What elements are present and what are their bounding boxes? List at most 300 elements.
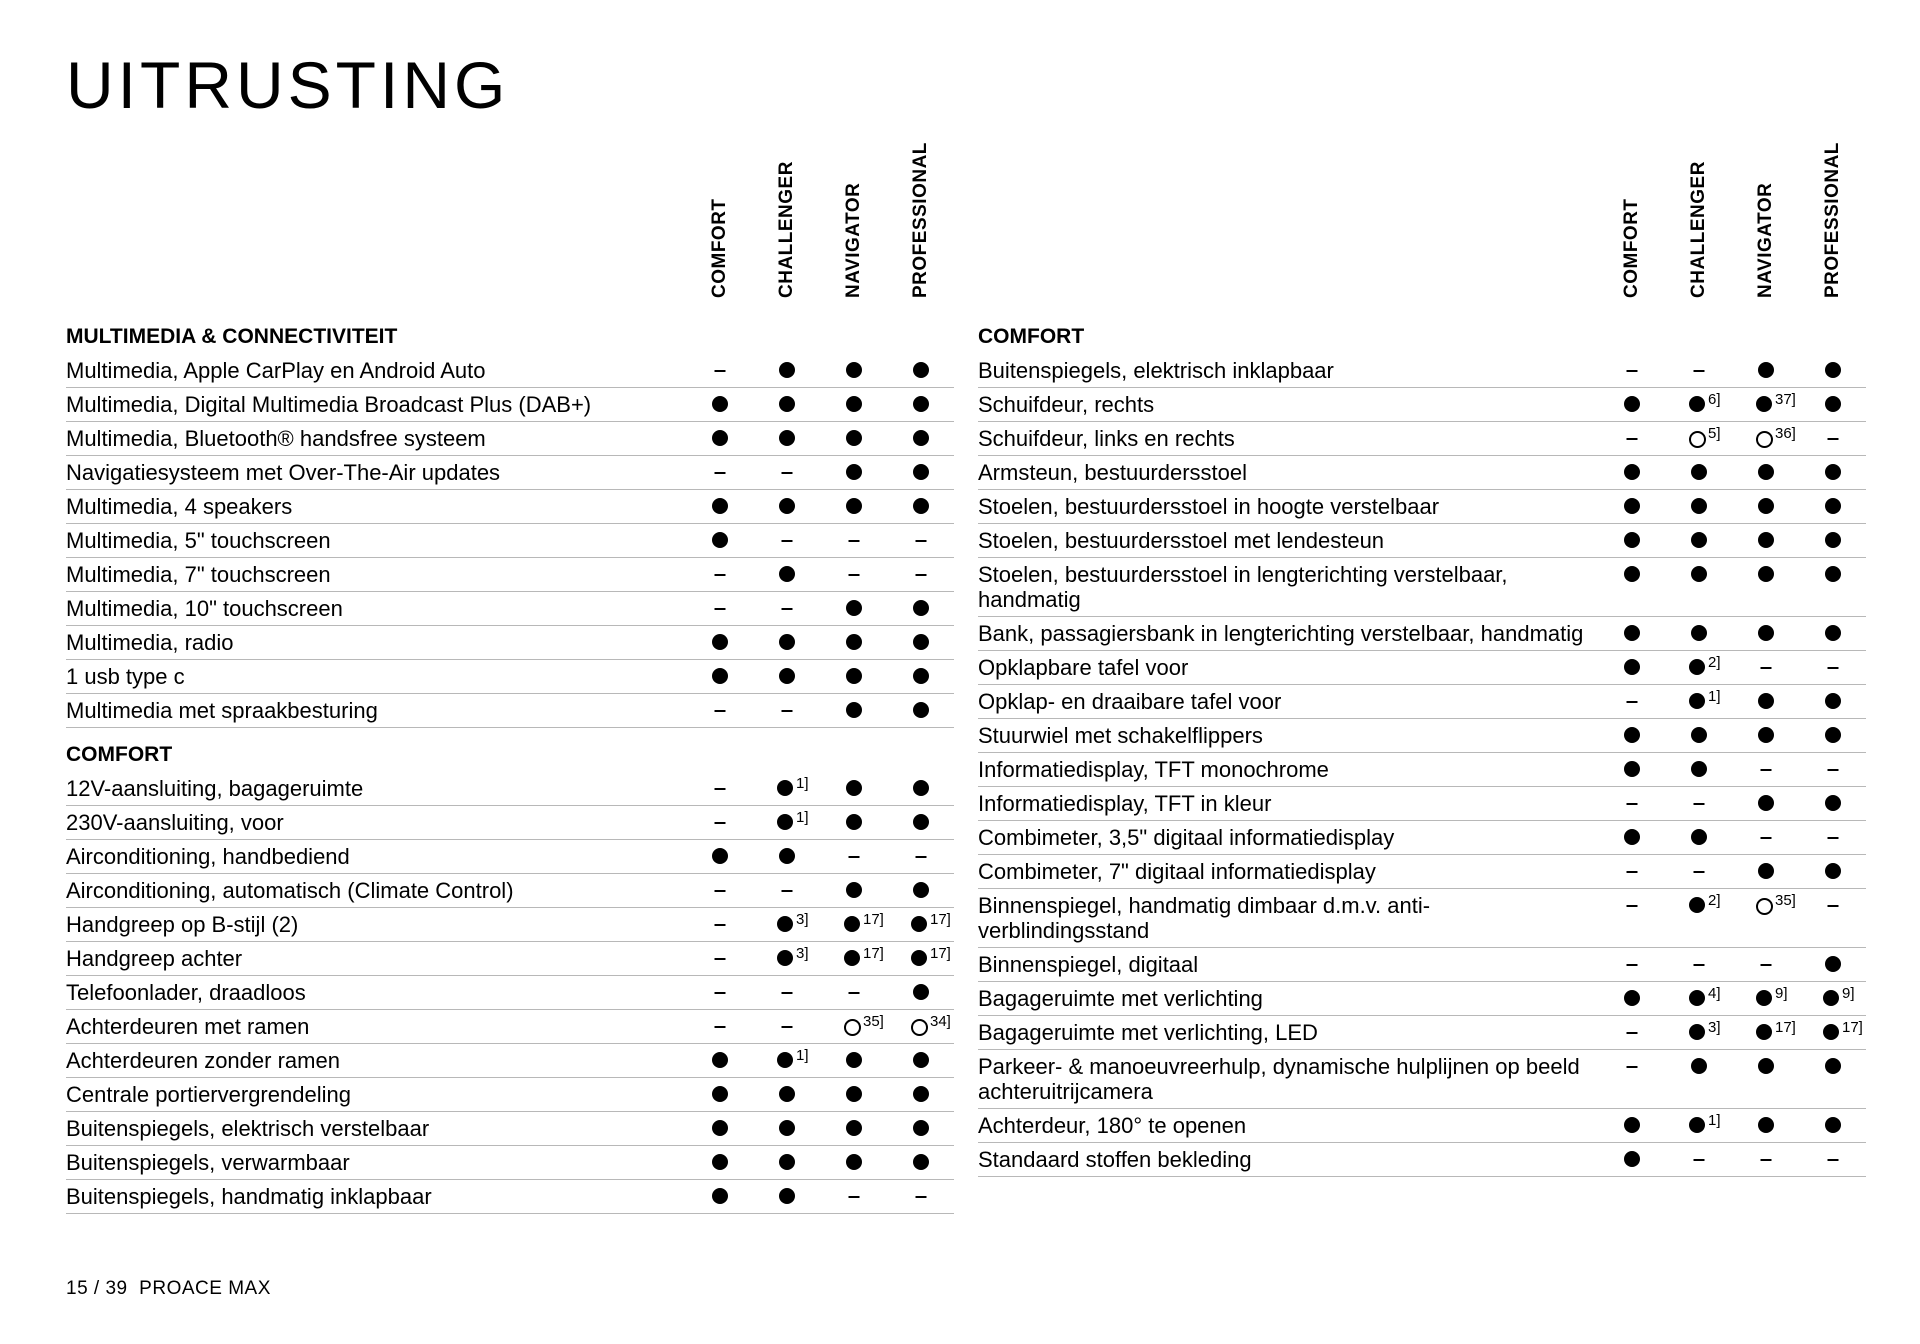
availability-cell bbox=[820, 806, 887, 839]
feature-label: Buitenspiegels, handmatig inklapbaar bbox=[66, 1184, 432, 1209]
availability-cell bbox=[820, 772, 887, 805]
availability-cell bbox=[1799, 821, 1866, 854]
availability-cell bbox=[1799, 855, 1866, 888]
feature-label: Stoelen, bestuurdersstoel met lendesteun bbox=[978, 528, 1385, 553]
availability-cell bbox=[1732, 456, 1799, 489]
feature-label: Opklapbare tafel voor bbox=[978, 655, 1189, 680]
table-row bbox=[66, 558, 954, 592]
standard-dot-icon bbox=[712, 532, 728, 548]
standard-dot-icon bbox=[1624, 829, 1640, 845]
availability-cell bbox=[1732, 821, 1799, 854]
table-row bbox=[66, 806, 954, 840]
table-row bbox=[978, 617, 1866, 651]
not-available-dash-icon bbox=[1760, 837, 1771, 839]
standard-dot-icon bbox=[913, 984, 929, 1000]
not-available-dash-icon bbox=[1693, 871, 1704, 873]
not-available-dash-icon bbox=[714, 472, 725, 474]
standard-dot-icon bbox=[777, 916, 793, 932]
standard-dot-icon bbox=[1689, 396, 1705, 412]
availability-cell bbox=[1665, 651, 1732, 684]
standard-dot-icon bbox=[1756, 396, 1772, 412]
feature-label: Schuifdeur, rechts bbox=[978, 392, 1155, 417]
availability-cell bbox=[1665, 617, 1732, 650]
availability-cell bbox=[1665, 490, 1732, 523]
standard-dot-icon bbox=[1756, 1024, 1772, 1040]
standard-dot-icon bbox=[779, 668, 795, 684]
table-body-right bbox=[978, 320, 1866, 1177]
availability-cell bbox=[1732, 558, 1799, 616]
not-available-dash-icon bbox=[1827, 438, 1838, 440]
availability-cell bbox=[1665, 388, 1732, 421]
availability-cell bbox=[887, 806, 954, 839]
standard-dot-icon bbox=[1758, 464, 1774, 480]
availability-cell bbox=[820, 1044, 887, 1077]
availability-cell bbox=[1732, 948, 1799, 981]
availability-cell bbox=[1598, 889, 1665, 947]
standard-dot-icon bbox=[712, 1154, 728, 1170]
standard-dot-icon bbox=[846, 362, 862, 378]
availability-cell bbox=[753, 1112, 820, 1145]
availability-cell bbox=[753, 840, 820, 873]
standard-dot-icon bbox=[779, 634, 795, 650]
availability-cell bbox=[1598, 617, 1665, 650]
not-available-dash-icon bbox=[1827, 905, 1838, 907]
feature-label: Bank, passagiersbank in lengterichting verstelbaar, handmatig bbox=[978, 621, 1584, 646]
standard-dot-icon bbox=[911, 950, 927, 966]
availability-cell bbox=[887, 558, 954, 591]
standard-dot-icon bbox=[1825, 498, 1841, 514]
footnote-ref: 3] bbox=[1708, 1019, 1721, 1036]
standard-dot-icon bbox=[1823, 1024, 1839, 1040]
standard-dot-icon bbox=[777, 1052, 793, 1068]
footnote-ref: 1] bbox=[796, 1047, 809, 1064]
availability-cell bbox=[753, 592, 820, 625]
availability-cell bbox=[887, 772, 954, 805]
not-available-dash-icon bbox=[714, 608, 725, 610]
not-available-dash-icon bbox=[1626, 905, 1637, 907]
availability-cell bbox=[686, 1180, 753, 1213]
availability-cell bbox=[820, 422, 887, 455]
feature-label: Multimedia, Bluetooth® handsfree systeem bbox=[66, 426, 486, 451]
standard-dot-icon bbox=[1758, 362, 1774, 378]
not-available-dash-icon bbox=[781, 472, 792, 474]
not-available-dash-icon bbox=[781, 890, 792, 892]
availability-cell bbox=[1598, 1050, 1665, 1108]
not-available-dash-icon bbox=[848, 856, 859, 858]
not-available-dash-icon bbox=[1760, 1159, 1771, 1161]
availability-cell bbox=[820, 1180, 887, 1213]
feature-label: Buitenspiegels, elektrisch inklapbaar bbox=[978, 358, 1334, 383]
not-available-dash-icon bbox=[915, 574, 926, 576]
not-available-dash-icon bbox=[1827, 769, 1838, 771]
availability-cell bbox=[753, 942, 820, 975]
availability-cell bbox=[1598, 948, 1665, 981]
availability-cell bbox=[1598, 787, 1665, 820]
not-available-dash-icon bbox=[1626, 1066, 1637, 1068]
availability-cell bbox=[753, 1146, 820, 1179]
footnote-ref: 37] bbox=[1775, 391, 1796, 408]
footnote-ref: 17] bbox=[863, 911, 884, 928]
standard-dot-icon bbox=[913, 814, 929, 830]
feature-label: Multimedia, Digital Multimedia Broadcast Plus (DAB+) bbox=[66, 392, 592, 417]
standard-dot-icon bbox=[1825, 396, 1841, 412]
standard-dot-icon bbox=[1825, 693, 1841, 709]
not-available-dash-icon bbox=[714, 788, 725, 790]
availability-cell bbox=[1732, 388, 1799, 421]
availability-cell bbox=[1732, 1143, 1799, 1176]
standard-dot-icon bbox=[779, 566, 795, 582]
availability-cell bbox=[1732, 524, 1799, 557]
availability-cell bbox=[887, 524, 954, 557]
footnote-ref: 17] bbox=[930, 945, 951, 962]
availability-cell bbox=[1799, 388, 1866, 421]
standard-dot-icon bbox=[1758, 863, 1774, 879]
standard-dot-icon bbox=[1689, 897, 1705, 913]
table-row bbox=[978, 948, 1866, 982]
footnote-ref: 6] bbox=[1708, 391, 1721, 408]
feature-label: Stoelen, bestuurdersstoel in lengterichting verstelbaar, handmatig bbox=[978, 562, 1508, 612]
availability-cell bbox=[1732, 787, 1799, 820]
availability-cell bbox=[1598, 1016, 1665, 1049]
section-title: MULTIMEDIA & CONNECTIVITEIT bbox=[66, 325, 398, 348]
table-row bbox=[66, 1078, 954, 1112]
not-available-dash-icon bbox=[781, 992, 792, 994]
availability-cell bbox=[686, 626, 753, 659]
standard-dot-icon bbox=[779, 362, 795, 378]
availability-cell bbox=[1732, 651, 1799, 684]
availability-cell bbox=[820, 1078, 887, 1111]
availability-cell bbox=[1598, 1109, 1665, 1142]
standard-dot-icon bbox=[1689, 990, 1705, 1006]
availability-cell bbox=[753, 490, 820, 523]
availability-cell bbox=[753, 1078, 820, 1111]
standard-dot-icon bbox=[712, 498, 728, 514]
page-title: UITRUSTING bbox=[66, 48, 510, 122]
footnote-ref: 1] bbox=[796, 809, 809, 826]
availability-cell bbox=[820, 592, 887, 625]
feature-label: Navigatiesysteem met Over-The-Air updates bbox=[66, 460, 501, 485]
standard-dot-icon bbox=[1758, 1117, 1774, 1133]
not-available-dash-icon bbox=[848, 992, 859, 994]
availability-cell bbox=[887, 456, 954, 489]
availability-cell bbox=[887, 694, 954, 727]
standard-dot-icon bbox=[1691, 498, 1707, 514]
feature-label: Multimedia, radio bbox=[66, 630, 234, 655]
availability-cell bbox=[753, 558, 820, 591]
availability-cell bbox=[1665, 787, 1732, 820]
feature-label: Handgreep achter bbox=[66, 946, 243, 971]
availability-cell bbox=[1598, 1143, 1665, 1176]
standard-dot-icon bbox=[1758, 1058, 1774, 1074]
feature-label: Multimedia met spraakbesturing bbox=[66, 698, 378, 723]
availability-cell bbox=[1799, 422, 1866, 455]
availability-cell bbox=[686, 1078, 753, 1111]
feature-label: Stoelen, bestuurdersstoel in hoogte verstelbaar bbox=[978, 494, 1440, 519]
availability-cell bbox=[820, 840, 887, 873]
not-available-dash-icon bbox=[1626, 701, 1637, 703]
standard-dot-icon bbox=[1624, 1117, 1640, 1133]
availability-cell bbox=[1665, 821, 1732, 854]
availability-cell bbox=[820, 1112, 887, 1145]
footnote-ref: 35] bbox=[1775, 892, 1796, 909]
standard-dot-icon bbox=[1691, 464, 1707, 480]
availability-cell bbox=[887, 660, 954, 693]
standard-dot-icon bbox=[911, 916, 927, 932]
table-row bbox=[66, 694, 954, 728]
footnote-ref: 3] bbox=[796, 911, 809, 928]
standard-dot-icon bbox=[846, 1154, 862, 1170]
feature-label: Achterdeuren met ramen bbox=[66, 1014, 310, 1039]
standard-dot-icon bbox=[913, 1154, 929, 1170]
availability-cell bbox=[1799, 558, 1866, 616]
availability-cell bbox=[1665, 719, 1732, 752]
availability-cell bbox=[820, 456, 887, 489]
availability-cell bbox=[1598, 354, 1665, 387]
standard-dot-icon bbox=[1624, 498, 1640, 514]
header-navigator: NAVIGATOR bbox=[1754, 182, 1776, 298]
availability-cell bbox=[1665, 1143, 1732, 1176]
footnote-ref: 1] bbox=[1708, 1112, 1721, 1129]
availability-cell bbox=[1732, 685, 1799, 718]
header-challenger: CHALLENGER bbox=[1687, 161, 1709, 298]
not-available-dash-icon bbox=[714, 1026, 725, 1028]
feature-label: Stuurwiel met schakelflippers bbox=[978, 723, 1263, 748]
standard-dot-icon bbox=[1758, 727, 1774, 743]
standard-dot-icon bbox=[1689, 693, 1705, 709]
not-available-dash-icon bbox=[714, 574, 725, 576]
availability-cell bbox=[1665, 753, 1732, 786]
column-headers bbox=[978, 142, 1866, 320]
feature-label: Standaard stoffen bekleding bbox=[978, 1147, 1252, 1172]
footnote-ref: 9] bbox=[1842, 985, 1855, 1002]
table-row bbox=[978, 1143, 1866, 1177]
table-row bbox=[66, 524, 954, 558]
availability-cell bbox=[686, 422, 753, 455]
footnote-ref: 4] bbox=[1708, 985, 1721, 1002]
availability-cell bbox=[1598, 524, 1665, 557]
feature-label: Parkeer- & manoeuvreerhulp, dynamische hulplijnen op beeld achteruitrijcamera bbox=[978, 1054, 1580, 1104]
table-row bbox=[66, 908, 954, 942]
standard-dot-icon bbox=[913, 362, 929, 378]
availability-cell bbox=[753, 874, 820, 907]
availability-cell bbox=[686, 976, 753, 1009]
table-row bbox=[66, 1146, 954, 1180]
availability-cell bbox=[686, 388, 753, 421]
availability-cell bbox=[1665, 524, 1732, 557]
availability-cell bbox=[887, 1078, 954, 1111]
header-challenger: CHALLENGER bbox=[775, 161, 797, 298]
feature-label: Achterdeuren zonder ramen bbox=[66, 1048, 340, 1073]
feature-label: Opklap- en draaibare tafel voor bbox=[978, 689, 1282, 714]
footnote-ref: 2] bbox=[1708, 892, 1721, 909]
standard-dot-icon bbox=[712, 668, 728, 684]
standard-dot-icon bbox=[712, 1188, 728, 1204]
table-row bbox=[66, 354, 954, 388]
not-available-dash-icon bbox=[1626, 964, 1637, 966]
standard-dot-icon bbox=[913, 882, 929, 898]
table-row bbox=[66, 422, 954, 456]
standard-dot-icon bbox=[1624, 659, 1640, 675]
availability-cell bbox=[887, 388, 954, 421]
footnote-ref: 1] bbox=[796, 775, 809, 792]
availability-cell bbox=[1799, 524, 1866, 557]
standard-dot-icon bbox=[846, 430, 862, 446]
availability-cell bbox=[887, 942, 954, 975]
equipment-table-right bbox=[978, 142, 1866, 1177]
standard-dot-icon bbox=[1624, 1151, 1640, 1167]
availability-cell bbox=[820, 1010, 887, 1043]
footnote-ref: 36] bbox=[1775, 425, 1796, 442]
availability-cell bbox=[1665, 422, 1732, 455]
optional-ring-icon bbox=[844, 1019, 861, 1036]
header-navigator: NAVIGATOR bbox=[842, 182, 864, 298]
table-row bbox=[978, 821, 1866, 855]
availability-cell bbox=[1598, 855, 1665, 888]
availability-cell bbox=[753, 1044, 820, 1077]
table-row bbox=[66, 942, 954, 976]
availability-cell bbox=[1799, 982, 1866, 1015]
standard-dot-icon bbox=[779, 1120, 795, 1136]
standard-dot-icon bbox=[1691, 829, 1707, 845]
standard-dot-icon bbox=[1825, 863, 1841, 879]
footnote-ref: 17] bbox=[863, 945, 884, 962]
not-available-dash-icon bbox=[1760, 667, 1771, 669]
standard-dot-icon bbox=[913, 396, 929, 412]
standard-dot-icon bbox=[779, 848, 795, 864]
standard-dot-icon bbox=[1691, 1058, 1707, 1074]
availability-cell bbox=[1598, 982, 1665, 1015]
availability-cell bbox=[686, 1146, 753, 1179]
availability-cell bbox=[753, 908, 820, 941]
availability-cell bbox=[1799, 490, 1866, 523]
feature-label: Binnenspiegel, digitaal bbox=[978, 952, 1199, 977]
availability-cell bbox=[1799, 456, 1866, 489]
table-row bbox=[978, 685, 1866, 719]
not-available-dash-icon bbox=[714, 992, 725, 994]
availability-cell bbox=[753, 524, 820, 557]
table-row bbox=[66, 976, 954, 1010]
availability-cell bbox=[686, 908, 753, 941]
table-row bbox=[66, 840, 954, 874]
table-row bbox=[978, 1050, 1866, 1109]
table-row bbox=[66, 626, 954, 660]
availability-cell bbox=[820, 1146, 887, 1179]
not-available-dash-icon bbox=[781, 608, 792, 610]
section-title: COMFORT bbox=[978, 325, 1085, 348]
availability-cell bbox=[1799, 1050, 1866, 1108]
standard-dot-icon bbox=[1825, 727, 1841, 743]
not-available-dash-icon bbox=[781, 1026, 792, 1028]
optional-ring-icon bbox=[1756, 898, 1773, 915]
standard-dot-icon bbox=[913, 668, 929, 684]
feature-label: 12V-aansluiting, bagageruimte bbox=[66, 776, 364, 801]
table-row bbox=[66, 1180, 954, 1214]
feature-label: Multimedia, 7" touchscreen bbox=[66, 562, 331, 587]
footnote-ref: 35] bbox=[863, 1013, 884, 1030]
availability-cell bbox=[1598, 821, 1665, 854]
availability-cell bbox=[887, 908, 954, 941]
page-number: 15 / 39 bbox=[66, 1278, 128, 1299]
not-available-dash-icon bbox=[1760, 769, 1771, 771]
not-available-dash-icon bbox=[1827, 837, 1838, 839]
not-available-dash-icon bbox=[714, 924, 725, 926]
table-row bbox=[66, 772, 954, 806]
footnote-ref: 17] bbox=[1842, 1019, 1863, 1036]
feature-label: Buitenspiegels, verwarmbaar bbox=[66, 1150, 350, 1175]
availability-cell bbox=[1598, 490, 1665, 523]
standard-dot-icon bbox=[846, 668, 862, 684]
standard-dot-icon bbox=[1825, 956, 1841, 972]
table-row bbox=[978, 388, 1866, 422]
table-row bbox=[66, 874, 954, 908]
availability-cell bbox=[753, 1180, 820, 1213]
standard-dot-icon bbox=[1624, 990, 1640, 1006]
header-comfort: COMFORT bbox=[1620, 198, 1642, 298]
availability-cell bbox=[820, 976, 887, 1009]
availability-cell bbox=[820, 626, 887, 659]
table-row bbox=[978, 787, 1866, 821]
feature-label: Multimedia, 4 speakers bbox=[66, 494, 293, 519]
feature-label: Airconditioning, handbediend bbox=[66, 844, 350, 869]
availability-cell bbox=[887, 1146, 954, 1179]
availability-cell bbox=[1799, 753, 1866, 786]
availability-cell bbox=[820, 694, 887, 727]
footnote-ref: 1] bbox=[1708, 688, 1721, 705]
feature-label: Achterdeur, 180° te openen bbox=[978, 1113, 1247, 1138]
standard-dot-icon bbox=[913, 1120, 929, 1136]
standard-dot-icon bbox=[1758, 498, 1774, 514]
not-available-dash-icon bbox=[1827, 1159, 1838, 1161]
availability-cell bbox=[1799, 1016, 1866, 1049]
standard-dot-icon bbox=[1758, 532, 1774, 548]
standard-dot-icon bbox=[913, 634, 929, 650]
feature-label: Binnenspiegel, handmatig dimbaar d.m.v. anti-verblindingsstand bbox=[978, 893, 1431, 943]
availability-cell bbox=[753, 976, 820, 1009]
optional-ring-icon bbox=[1756, 431, 1773, 448]
standard-dot-icon bbox=[1758, 795, 1774, 811]
table-row bbox=[978, 524, 1866, 558]
availability-cell bbox=[820, 490, 887, 523]
availability-cell bbox=[686, 942, 753, 975]
availability-cell bbox=[753, 354, 820, 387]
feature-label: Handgreep op B-stijl (2) bbox=[66, 912, 299, 937]
availability-cell bbox=[686, 874, 753, 907]
standard-dot-icon bbox=[777, 780, 793, 796]
standard-dot-icon bbox=[1689, 659, 1705, 675]
availability-cell bbox=[820, 908, 887, 941]
feature-label: Informatiedisplay, TFT in kleur bbox=[978, 791, 1272, 816]
availability-cell bbox=[1732, 490, 1799, 523]
availability-cell bbox=[820, 558, 887, 591]
not-available-dash-icon bbox=[1693, 964, 1704, 966]
table-row bbox=[978, 753, 1866, 787]
availability-cell bbox=[887, 592, 954, 625]
standard-dot-icon bbox=[846, 780, 862, 796]
table-row bbox=[978, 889, 1866, 948]
standard-dot-icon bbox=[777, 814, 793, 830]
standard-dot-icon bbox=[779, 1086, 795, 1102]
standard-dot-icon bbox=[1758, 693, 1774, 709]
standard-dot-icon bbox=[846, 1086, 862, 1102]
standard-dot-icon bbox=[913, 1086, 929, 1102]
not-available-dash-icon bbox=[781, 710, 792, 712]
header-professional: PROFESSIONAL bbox=[1821, 142, 1843, 298]
table-row bbox=[978, 855, 1866, 889]
not-available-dash-icon bbox=[915, 540, 926, 542]
standard-dot-icon bbox=[779, 498, 795, 514]
availability-cell bbox=[1598, 388, 1665, 421]
standard-dot-icon bbox=[913, 600, 929, 616]
